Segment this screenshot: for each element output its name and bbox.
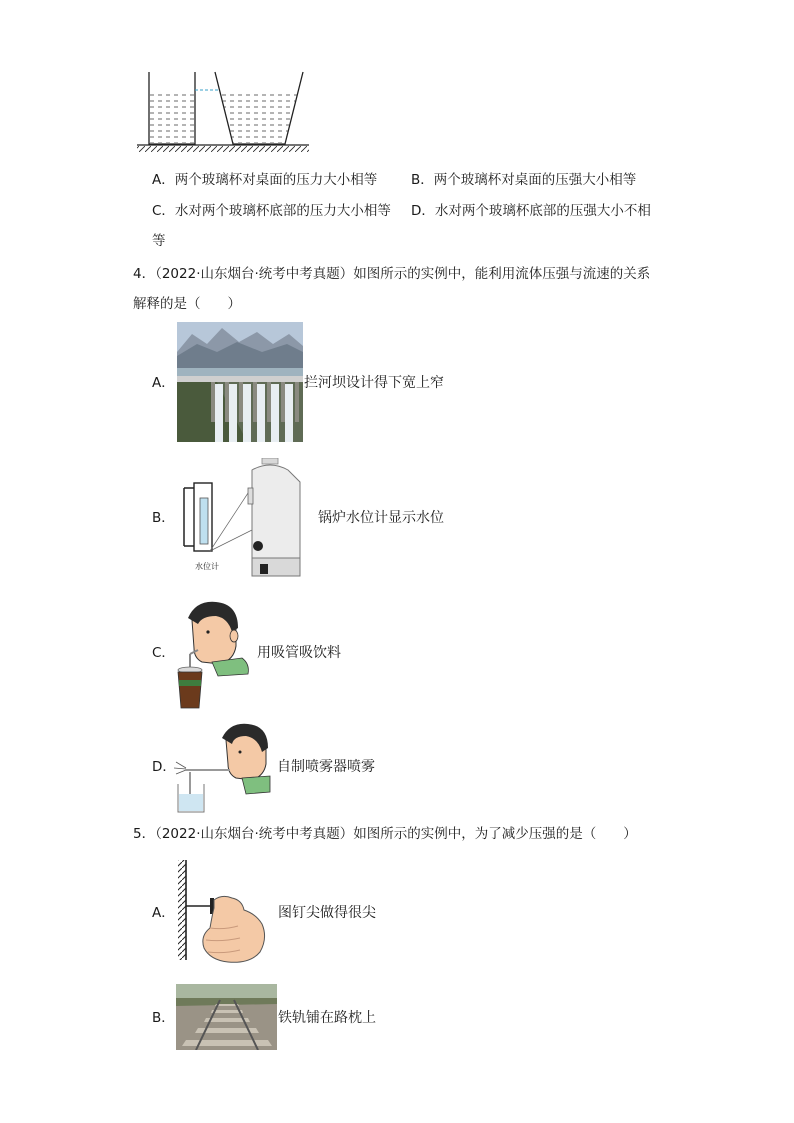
q3-option-b[interactable]: B．两个玻璃杯对桌面的压强大小相等 — [411, 172, 637, 188]
q3-option-c[interactable]: C．水对两个玻璃杯底部的压力大小相等 — [152, 203, 391, 219]
straw-drink-icon — [172, 598, 252, 713]
sprayer-icon — [174, 722, 274, 814]
q3-option-d[interactable]: D．水对两个玻璃杯底部的压强大小不相 — [411, 203, 651, 219]
q4-option-a-letter[interactable]: A． — [152, 375, 175, 391]
glasses-figure — [133, 68, 313, 158]
q3-option-a[interactable]: A．两个玻璃杯对桌面的压力大小相等 — [152, 172, 378, 188]
q4-option-b-letter[interactable]: B． — [152, 510, 175, 526]
thumbtack-hand-icon — [176, 856, 276, 968]
dam-photo-icon — [177, 322, 303, 442]
q5-option-b-caption: 铁轨铺在路枕上 — [278, 1010, 376, 1026]
q5-option-a-caption: 图钉尖做得很尖 — [278, 905, 376, 921]
q5-stem: 5．（2022·山东烟台·统考中考真题）如图所示的实例中，为了减少压强的是（ ） — [133, 826, 637, 842]
q4-stem-line2: 解释的是（ ） — [133, 296, 241, 312]
railway-photo-icon — [176, 984, 277, 1050]
q4-stem-line1: 4．（2022·山东烟台·统考中考真题）如图所示的实例中，能利用流体压强与流速的关系 — [133, 266, 651, 282]
q3-option-d-wrap: 等 — [152, 233, 166, 249]
q4-option-b-caption: 锅炉水位计显示水位 — [318, 510, 444, 526]
q5-option-b-letter[interactable]: B． — [152, 1010, 175, 1026]
q4-option-c-caption: 用吸管吸饮料 — [257, 645, 341, 661]
q4-option-d-caption: 自制喷雾器喷雾 — [277, 759, 375, 775]
q5-option-a-letter[interactable]: A． — [152, 905, 175, 921]
q4-option-c-letter[interactable]: C． — [152, 645, 175, 661]
water-gauge-label: 水位计 — [195, 562, 219, 571]
q4-option-d-letter[interactable]: D． — [152, 759, 176, 775]
q4-option-a-caption: 拦河坝设计得下宽上窄 — [304, 375, 444, 391]
